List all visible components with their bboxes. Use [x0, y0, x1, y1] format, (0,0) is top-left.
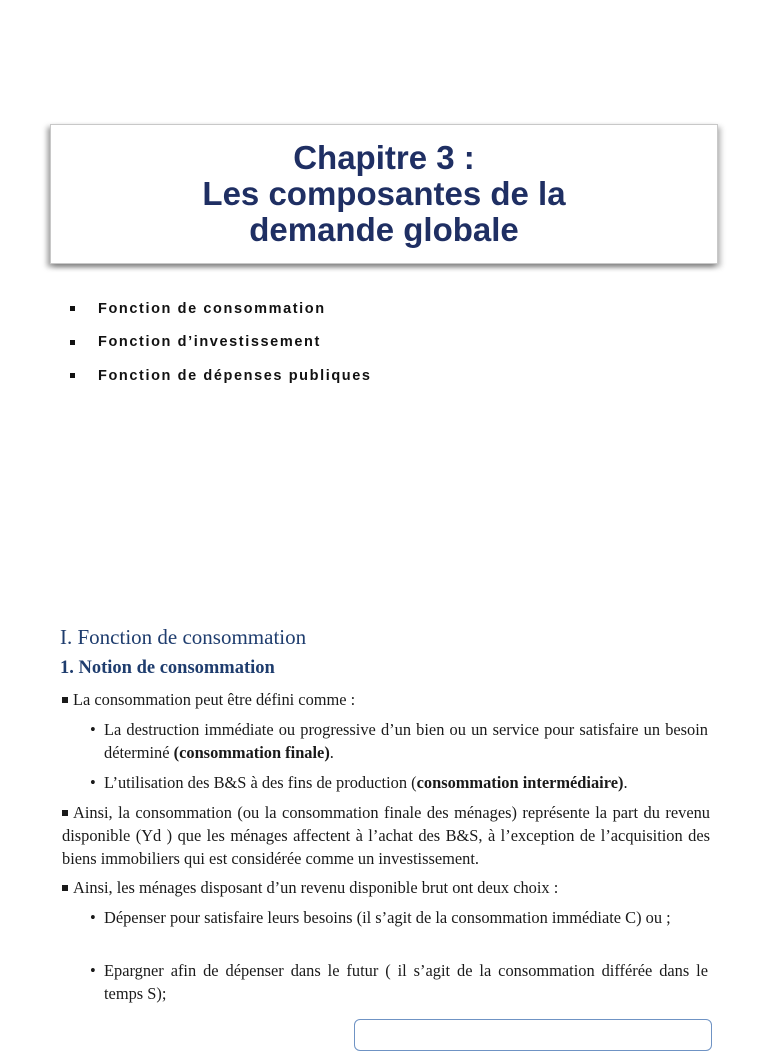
subsection-heading: 1. Notion de consommation [60, 658, 275, 678]
chapter-title-line-2: Les composantes de la [202, 175, 566, 212]
bullet-consommation-finale: • La destruction immédiate ou progressive d’un bien ou un service pour satisfaire un besoin déterminé (consommation finale). [90, 720, 708, 762]
square-bullet-icon [62, 697, 68, 703]
square-bullet-icon [70, 373, 75, 378]
chapter-title-line-3: demande globale [249, 211, 519, 248]
outline-item: Fonction de dépenses publiques [70, 359, 372, 393]
outline-item: Fonction de consommation [70, 292, 372, 326]
bullet-depenser: • Dépenser pour satisfaire leurs besoins (il s’agit de la consommation immédiate C) ou ; [90, 908, 671, 927]
bullet-consommation-intermediaire: • L’utilisation des B&S à des fins de production (consommation intermédiaire). [90, 773, 628, 792]
bullet-dot-icon: • [90, 908, 96, 927]
paragraph-deux-choix: Ainsi, les ménages disposant d’un revenu disponible brut ont deux choix : [62, 876, 710, 899]
chapter-title-line-1: Chapitre 3 : [293, 139, 475, 176]
chapter-outline [70, 292, 372, 393]
chapter-title-box [50, 124, 718, 264]
square-bullet-icon [70, 340, 75, 345]
paragraph-definition: La consommation peut être défini comme : [62, 688, 710, 711]
bullet-epargner: • Epargner afin de dépenser dans le futur ( il s’agit de la consommation différée dans le temps S); [90, 961, 708, 1003]
square-bullet-icon [70, 306, 75, 311]
section-heading: I. Fonction de consommation [60, 625, 307, 649]
outline-item: Fonction d’investissement [70, 326, 372, 360]
bullet-dot-icon: • [90, 773, 96, 792]
bullet-dot-icon: • [90, 720, 96, 739]
bullet-dot-icon: • [90, 961, 96, 980]
paragraph-revenu-disponible: Ainsi, la consommation (ou la consommation finale des ménages) représente la part du revenu disponible (Yd ) que les ménages affectent à l’achat des B&S, à l’exception de l’acquisition des biens immobiliers qui est considérée comme un investissement. [62, 803, 710, 868]
square-bullet-icon [62, 810, 68, 816]
square-bullet-icon [62, 885, 68, 891]
